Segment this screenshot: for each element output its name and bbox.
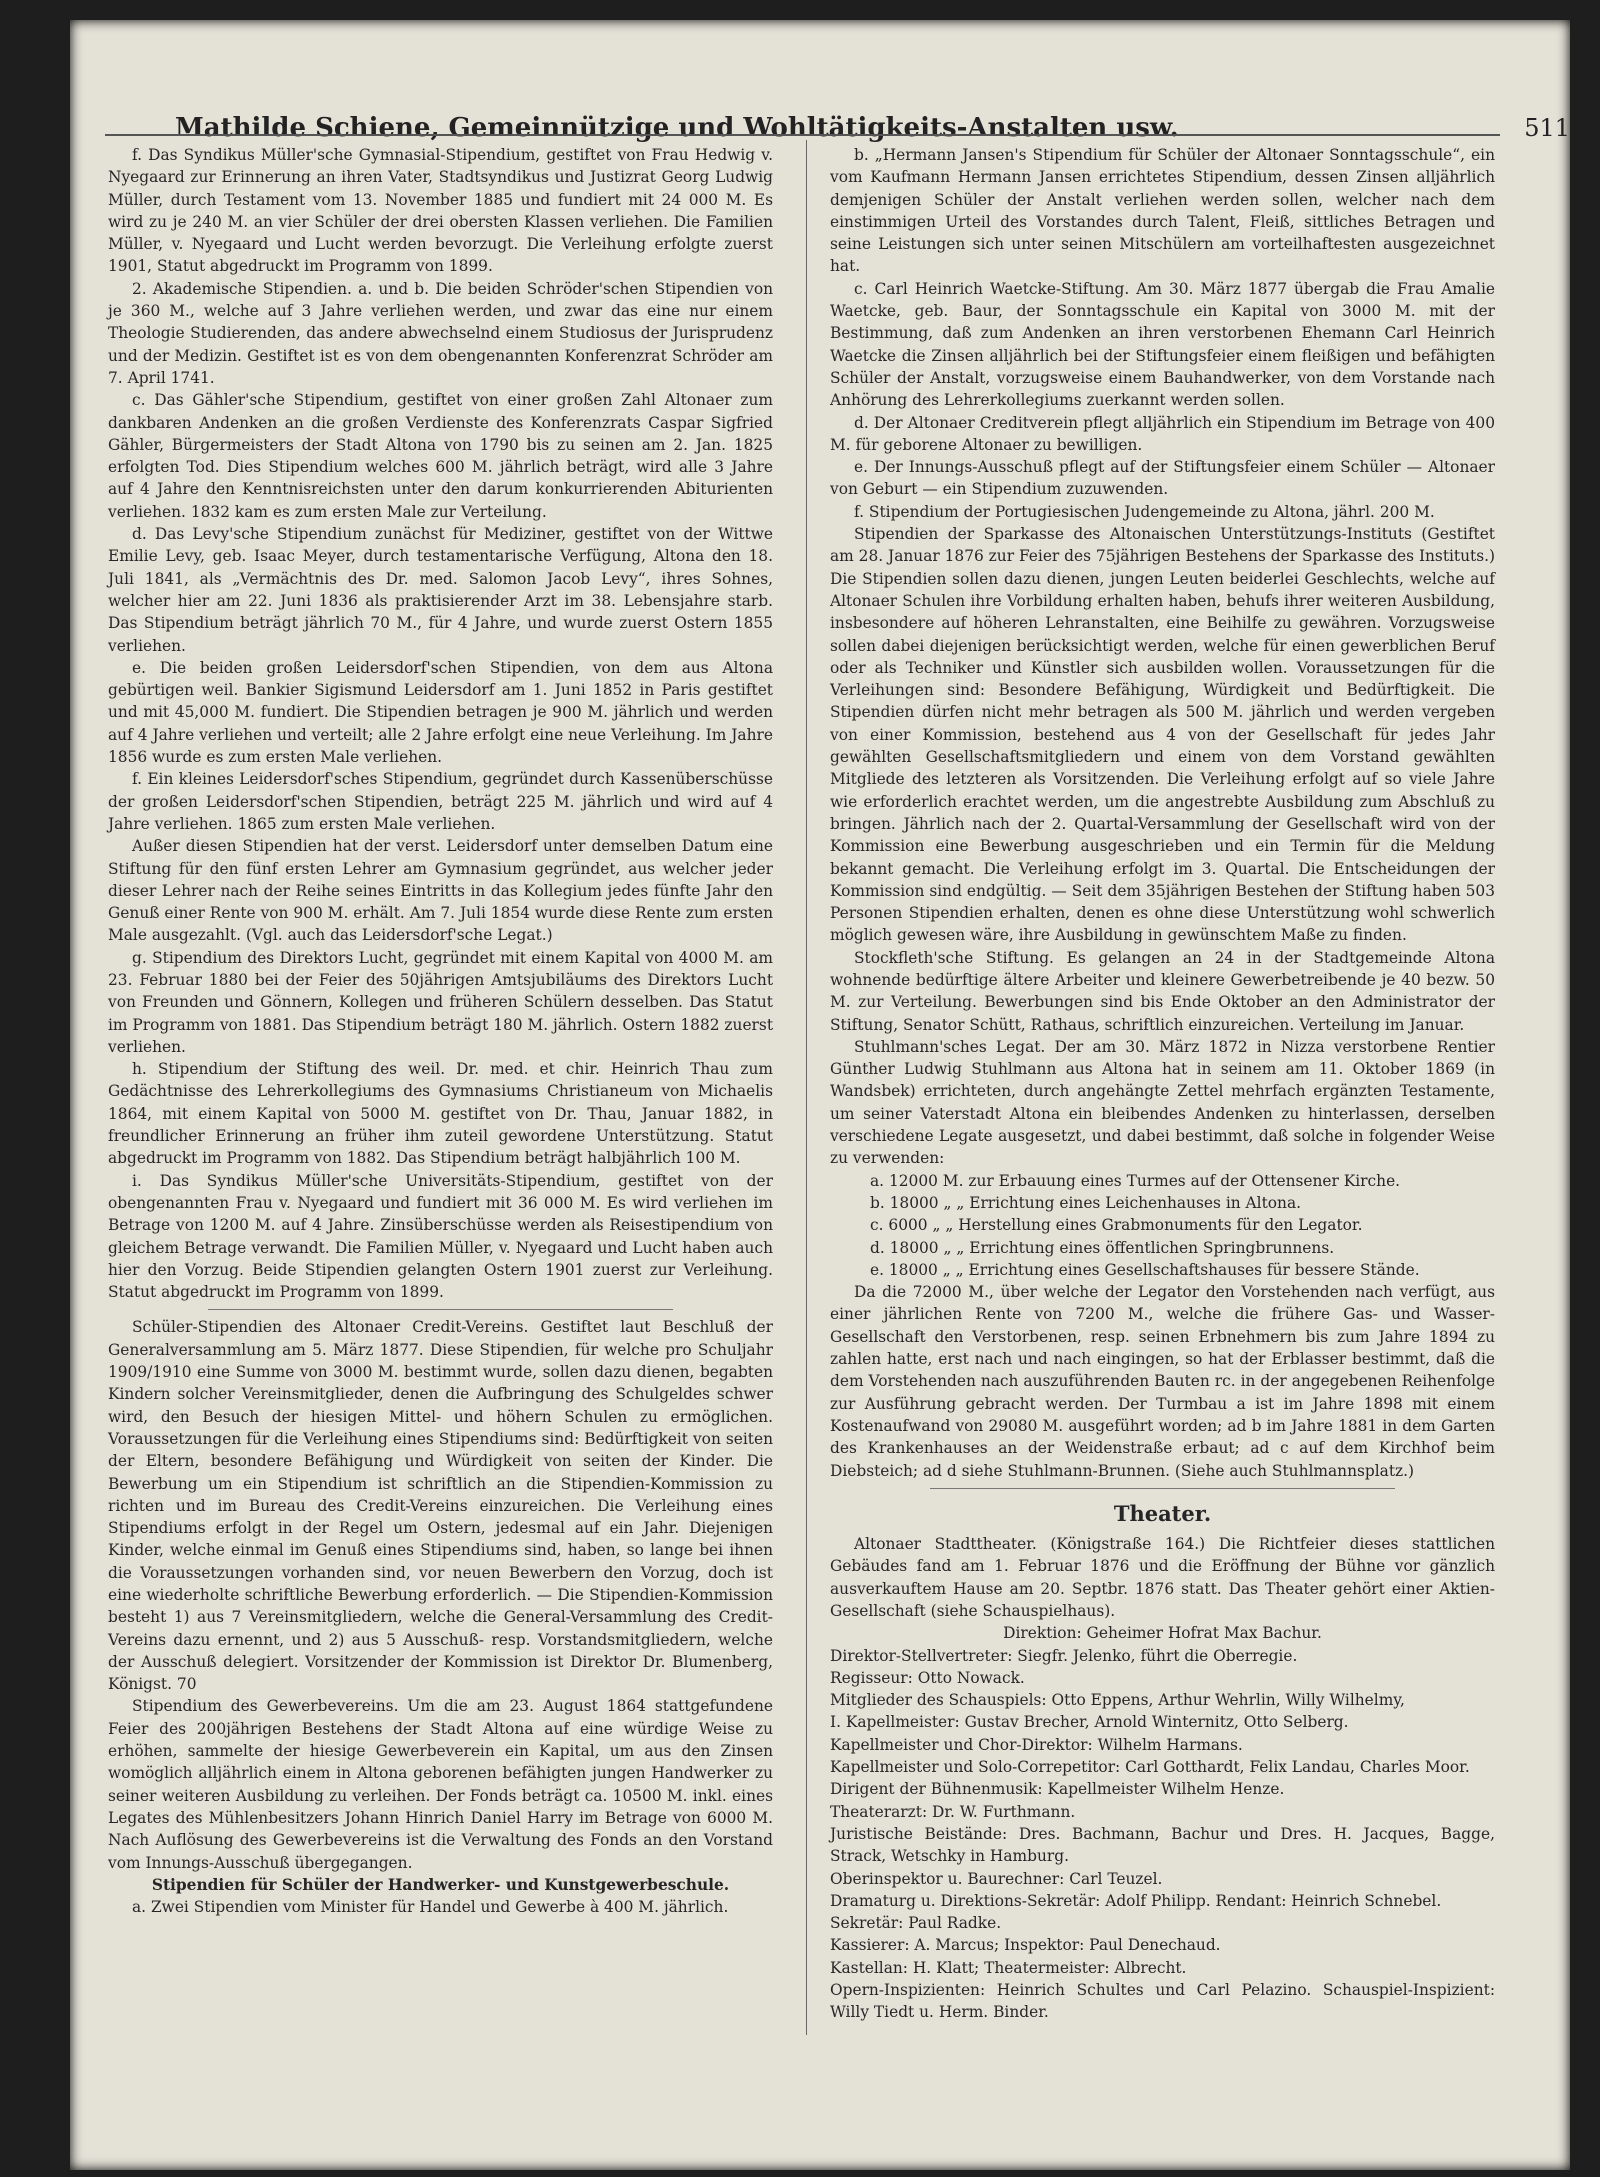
paragraph: d. Das Levy'sche Stipendium zunächst für Mediziner, gestiftet von der Wittwe Emilie Levy, geb. Isaac Meyer, durch testamentarische Verfügung, Altona den 18. Juli 1841, als „Vermächtnis des Dr. med. Salomon Jacob Levy“, ihres Sohnes, welcher hier am 22. Juni 1836 als praktisierender Arzt im 38. Lebensjahre starb. Das Stipendium beträgt jährlich 70 M., für 4 Jahre, und wurde zuerst Ostern 1855 verliehen. (108, 525, 773, 655)
right-column (830, 144, 1495, 2024)
staff-line: Sekretär: Paul Radke. (830, 1914, 1002, 1933)
staff-line: Opern-Inspizienten: Heinrich Schultes und Carl Pelazino. Schauspiel-Inspizient: Willy Tiedt u. Herm. Binder. (830, 1981, 1495, 2022)
paragraph: d. Der Altonaer Creditverein pflegt alljährlich ein Stipendium im Betrage von 400 M. für geborene Altonaer zu bewilligen. (830, 413, 1495, 454)
paragraph: g. Stipendium des Direktors Lucht, gegründet mit einem Kapital von 4000 M. am 23. Februar 1880 bei der Feier des 50jährigen Amtsjubiläums des Direktors Lucht von Freunden und Gönnern, Kollegen und früheren Schülern desselben. Das Statut im Programm von 1881. Das Stipendium beträgt 180 M. jährlich. Ostern 1882 zuerst verliehen. (108, 948, 773, 1056)
list-item: d. 18000 „ „ Errichtung eines öffentlichen Springbrunnens. (870, 1238, 1335, 1257)
paragraph: Altonaer Stadttheater. (Königstraße 164.) Die Richtfeier dieses stattlichen Gebäudes fand am 1. Februar 1876 und die Eröffnung der Bühne vor gänzlich ausverkauftem Hause am 20. Septbr. 1876 statt. Das Theater gehört einer Aktien-Gesellschaft (siehe Schauspielhaus). (830, 1535, 1495, 1620)
staff-line: Kapellmeister und Solo-Correpetitor: Carl Gotthardt, Felix Landau, Charles Moor. (830, 1758, 1470, 1777)
staff-line: Kapellmeister und Chor-Direktor: Wilhelm Harmans. (830, 1735, 1243, 1754)
paragraph: h. Stipendium der Stiftung des weil. Dr. med. et chir. Heinrich Thau zum Gedächtnisse des Lehrerkollegiums des Gymnasiums Christianeum von Michaelis 1864, mit einem Kapital von 5000 M. gestiftet von Dr. Thau, Januar 1882, in freundlicher Erinnerung an früher ihm zuteil gewordene Unterstützung. Statut abgedruckt im Programm von 1882. Das Stipendium beträgt halbjährlich 100 M. (108, 1060, 773, 1168)
paragraph: Außer diesen Stipendien hat der verst. Leidersdorf unter demselben Datum eine Stiftung für den fünf ersten Lehrer am Gymnasium gegründet, aus welcher jeder dieser Lehrer nach der Reihe seines Eintritts in das Kollegium jedes fünfte Jahr den Genuß einer Rente von 900 M. erhält. Am 7. Juli 1854 wurde diese Rente zum ersten Male ausgezahlt. (Vgl. auch das Leidersdorf'sche Legat.) (108, 837, 773, 945)
paragraph: Stipendium des Gewerbevereins. Um die am 23. August 1864 stattgefundene Feier des 200jährigen Bestehens der Stadt Altona auf eine würdige Weise zu erhöhen, sammelte der hiesige Gewerbeverein ein Kapital, um aus den Zinsen womöglich alljährlich einem in Altona geborenen befähigten jungen Handwerker zu seiner weiteren Ausbildung zu verleihen. Der Fonds beträgt ca. 10500 M. inkl. eines Legates des Mühlenbesitzers Johann Hinrich Daniel Harry im Betrage von 6000 M. Nach Auflösung des Gewerbevereins ist die Verwaltung des Fonds an den Vorstand vom Innungs-Ausschuß übergegangen. (108, 1697, 773, 1872)
paragraph: Stockfleth'sche Stiftung. Es gelangen an 24 in der Stadtgemeinde Altona wohnende bedürftige ältere Arbeiter und kleinere Gewerbetreibende je 40 bezw. 50 M. zur Verteilung. Bewerbungen sind bis Ende Oktober an den Administrator der Stiftung, Senator Schütt, Rathaus, schriftlich einzureichen. Verteilung im Januar. (830, 948, 1495, 1034)
running-header (175, 108, 1570, 148)
paragraph: e. Der Innungs-Ausschuß pflegt auf der Stiftungsfeier einem Schüler — Altonaer von Geburt — ein Stipendium zuzuwenden. (830, 458, 1495, 499)
paragraph: 2. Akademische Stipendien. a. und b. Die beiden Schröder'schen Stipendien von je 360 M., welche auf 3 Jahre verliehen werden, und zwar das eine nur einem Theologie Studierenden, das andere abwechselnd einem Studiosus der Jurisprudenz und der Medizin. Gestiftet ist es von dem obengenannten Konferenzrat Schröder am 7. April 1741. (108, 279, 773, 387)
staff-line: I. Kapellmeister: Gustav Brecher, Arnold Winternitz, Otto Selberg. (830, 1713, 1349, 1732)
section-title: Theater. (1113, 1500, 1212, 1526)
staff-line: Juristische Beistände: Dres. Bachmann, Bachur und Dres. H. Jacques, Bagge, Strack, Wetschky in Hamburg. (830, 1824, 1495, 1866)
paragraph: f. Stipendium der Portugiesischen Judengemeinde zu Altona, jährl. 200 M. (854, 502, 1435, 521)
staff-line: Theaterarzt: Dr. W. Furthmann. (830, 1802, 1076, 1821)
header-title: Mathilde Schiene, Gemeinnützige und Wohltätigkeits-Anstalten usw. (175, 113, 1179, 143)
left-column (108, 144, 773, 1918)
paragraph: Stipendien der Sparkasse des Altonaischen Unterstützungs-Instituts (Gestiftet am 28. Januar 1876 zur Feier des 75jährigen Bestehens der Sparkasse des Instituts.) Die Stipendien sollen dazu dienen, jungen Leuten beiderlei Geschlechts, welche auf Altonaer Schulen ihre Vorbildung erhalten haben, behufs ihrer weiteren Ausbildung, insbesondere auf höheren Lehranstalten, eine Beihilfe zu gewähren. Vorzugsweise sollen dabei diejenigen berücksichtigt werden, welche für einen gewerblichen Beruf oder als Techniker und Künstler sich ausbilden wollen. Voraussetzungen für die Verleihungen sind: Besondere Befähigung, Würdigkeit und Bedürftigkeit. Die Stipendien dürfen nicht mehr betragen als 500 M. jährlich und werden vergeben von einer Kommission, bestehend aus 4 von der Gesellschaft für jedes Jahr gewählten Gesellschaftsmitgliedern und einem von dem Vorstand gewählten Mitgliede des letzteren als Vorsitzenden. Die Verleihung erfolgt auf so viele Jahre wie erforderlich erachtet werden, um die angestrebte Ausbildung zum Abschluß zu bringen. Jährlich nach der 2. Quartal-Versammlung der Gesellschaft wird von der Kommission eine Bewerbung ausgeschrieben und ein Termin für die Meldung bekannt gemacht. Die Verleihung erfolgt im 3. Quartal. Die Entscheidungen der Kommission sind endgültig. — Seit dem 35jährigen Bestehen der Stiftung haben 503 Personen Stipendien erhalten, denen es ohne diese Unterstützung wohl schwerlich möglich gewesen wäre, ihre Ausbildung in gewünschtem Maße zu finden. (830, 525, 1496, 945)
paragraph: a. Zwei Stipendien vom Minister für Handel und Gewerbe à 400 M. jährlich. (132, 1898, 729, 1917)
staff-line: Kassierer: A. Marcus; Inspektor: Paul Denechaud. (830, 1936, 1221, 1955)
paragraph: i. Das Syndikus Müller'sche Universitäts-Stipendium, gestiftet von der obengenannten Frau v. Nyegaard und fundiert mit 36 000 M. Es wird verliehen im Betrage von 1200 M. auf 4 Jahre. Zinsüberschüsse werden als Reisestipendium von gleichem Betrage verwandt. Die Familien Müller, v. Nyegaard und Lucht haben auch hier den Vorzug. Beide Stipendien gelangten Ostern 1901 zuerst zur Verleihung. Statut abgedruckt im Programm von 1899. (108, 1171, 773, 1302)
column-divider (806, 140, 807, 2035)
direktion-line: Direktion: Geheimer Hofrat Max Bachur. (1003, 1624, 1322, 1643)
separator (930, 1488, 1396, 1489)
paragraph: b. „Hermann Jansen's Stipendium für Schüler der Altonaer Sonntagsschule“, ein vom Kaufmann Hermann Jansen errichtetes Stipendium, dessen Zinsen alljährlich demjenigen Schüler der Anstalt verliehen werden sollen, welcher nach dem einstimmigen Urteil des Vorstandes durch Talent, Fleiß, sittliches Betragen und seine Leistungen sich unter seinen Mitschülern am vorteilhaftesten ausgezeichnet hat. (830, 146, 1495, 276)
staff-line: Regisseur: Otto Nowack. (830, 1668, 1025, 1687)
paragraph: e. Die beiden großen Leidersdorf'schen Stipendien, von dem aus Altona gebürtigen weil. Bankier Sigismund Leidersdorf am 1. Juni 1852 in Paris gestiftet und mit 45,000 M. fundiert. Die Stipendien betragen je 900 M. jährlich und werden auf 4 Jahre verliehen und verteilt; alle 2 Jahre erfolgt eine neue Verleihung. Im Jahre 1856 wurde es zum ersten Male verliehen. (108, 658, 773, 767)
list-item: b. 18000 „ „ Errichtung eines Leichenhauses in Altona. (870, 1193, 1302, 1212)
staff-line: Mitglieder des Schauspiels: Otto Eppens, Arthur Wehrlin, Willy Wilhelmy, (830, 1691, 1405, 1710)
staff-line: Direktor-Stellvertreter: Siegfr. Jelenko, führt die Oberregie. (830, 1646, 1298, 1665)
legat-list (870, 1170, 1495, 1281)
staff-line: Dirigent der Bühnenmusik: Kapellmeister Wilhelm Henze. (830, 1780, 1285, 1799)
separator (208, 1309, 674, 1310)
paragraph: Da die 72000 M., über welche der Legator den Vorstehenden nach verfügt, aus einer jährlichen Rente von 7200 M., welche die frühere Gas- und Wasser-Gesellschaft den Verstorbenen, resp. seinen Erbnehmern bis zum Jahre 1894 zu zahlen hatte, erst nach und nach eingingen, so hat der Erblasser bestimmt, daß die dem Vorstehenden nach auszuführenden Bauten rc. in der angegebenen Reihenfolge zur Ausführung gebracht werden. Der Turmbau a ist im Jahre 1898 mit einem Kostenaufwand von 29080 M. ausgeführt worden; ad b im Jahre 1881 in dem Garten des Krankenhauses an der Weidenstraße erbaut; ad c auf dem Kirchhof beim Diebsteich; ad d siehe Stuhlmann-Brunnen. (Siehe auch Stuhlmannsplatz.) (830, 1283, 1495, 1480)
paragraph: c. Das Gähler'sche Stipendium, gestiftet von einer großen Zahl Altonaer zum dankbaren Andenken an die großen Verdienste des Konferenzrats Caspar Sigfried Gähler, Bürgermeisters der Stadt Altona von 1790 bis zu seinen am 2. Jan. 1825 erfolgten Tod. Dies Stipendium welches 600 M. jährlich beträgt, wird alle 3 Jahre auf 4 Jahre den Kenntnisreichsten unter den darum konkurrierenden Abiturienten verliehen. 1832 kam es zum ersten Male zur Verteilung. (108, 391, 773, 521)
paragraph: Stuhlmann'sches Legat. Der am 30. März 1872 in Nizza verstorbene Rentier Günther Ludwig Stuhlmann aus Altona hat in seinem am 11. Oktober 1869 (in Wandsbek) errichteten, durch angehängte Zettel mehrfach ergänzten Testamente, um seiner Vaterstadt Altona ein bleibendes Andenken zu hinterlassen, derselben verschiedene Legate ausgesetzt, und dabei bestimmt, daß solche in folgender Weise zu verwenden: (830, 1037, 1495, 1168)
subheading: Stipendien für Schüler der Handwerker- und Kunstgewerbeschule. (151, 1875, 730, 1894)
list-item: e. 18000 „ „ Errichtung eines Gesellschaftshauses für bessere Stände. (870, 1260, 1420, 1279)
staff-line: Oberinspektor u. Baurechner: Carl Teuzel. (830, 1869, 1163, 1888)
header-rule (105, 134, 1500, 136)
list-item: a. 12000 M. zur Erbauung eines Turmes auf der Ottensener Kirche. (870, 1171, 1401, 1190)
paragraph: c. Carl Heinrich Waetcke-Stiftung. Am 30. März 1877 übergab die Frau Amalie Waetcke, geb. Baur, der Sonntagsschule ein Kapital von 3000 M. mit der Bestimmung, daß zum Andenken an ihren verstorbenen Ehemann Carl Heinrich Waetcke die Zinsen alljährlich bei der Stiftungsfeier einem fleißigen und befähigten Schüler der Anstalt, vorzugsweise einem Bauhandwerker, von dem Vorstande nach Anhörung des Lehrerkollegiums zuerkannt werden sollen. (830, 279, 1495, 410)
page-number: 511 (1524, 114, 1570, 142)
staff-line: Dramaturg u. Direktions-Sekretär: Adolf Philipp. Rendant: Heinrich Schnebel. (830, 1891, 1442, 1910)
paragraph: f. Das Syndikus Müller'sche Gymnasial-Stipendium, gestiftet von Frau Hedwig v. Nyegaard zur Erinnerung an ihren Vater, Stadtsyndikus und Justizrat Georg Ludwig Müller, durch Testament vom 13. November 1885 und fundiert mit 24 000 M. Es wird zu je 240 M. an vier Schüler der drei obersten Klassen verliehen. Die Familien Müller, v. Nyegaard und Lucht werden bevorzugt. Die Verleihung erfolgte zuerst 1901, Statut abgedruckt im Programm von 1899. (108, 146, 773, 276)
paragraph: f. Ein kleines Leidersdorf'sches Stipendium, gegründet durch Kassenüberschüsse der großen Leidersdorf'schen Stipendien, beträgt 225 M. jährlich und wird auf 4 Jahre verliehen. 1865 zum ersten Male verliehen. (108, 770, 773, 833)
staff-line: Kastellan: H. Klatt; Theatermeister: Albrecht. (830, 1958, 1187, 1977)
paragraph: Schüler-Stipendien des Altonaer Credit-Vereins. Gestiftet laut Beschluß der Generalversammlung am 5. März 1877. Diese Stipendien, für welche pro Schuljahr 1909/1910 eine Summe von 3000 M. bestimmt wurde, sollen dazu dienen, begabten Kindern solcher Vereinsmitglieder, denen die Aufbringung des Schulgeldes schwer wird, den Besuch der hiesigen Mittel- und höhern Schulen zu ermöglichen. Voraussetzungen für die Verleihung eines Stipendiums sind: Bedürftigkeit von seiten der Eltern, besondere Befähigung und Würdigkeit von seiten der Kinder. Die Bewerbung um ein Stipendium ist schriftlich an die Stipendien-Kommission zu richten und im Bureau des Credit-Vereins einzureichen. Die Verleihung eines Stipendiums erfolgt in der Regel um Ostern, jedesmal auf ein Jahr. Diejenigen Kinder, welche einmal im Genuß eines Stipendiums sind, haben, so lange bei ihnen die Voraussetzungen vorhanden sind, vor neuen Bewerbern den Vorzug, doch ist eine wiederholte schriftliche Bewerbung erforderlich. — Die Stipendien-Kommission besteht 1) aus 7 Vereinsmitgliedern, welche die General-Versammlung des Credit-Vereins dazu ernennt, und 2) aus 5 Ausschuß- resp. Vorstandsmitgliedern, welche der Ausschuß delegiert. Vorsitzender der Kommission ist Direktor Dr. Blumenberg, Königst. 70 (108, 1318, 773, 1694)
list-item: c. 6000 „ „ Herstellung eines Grabmonuments für den Legator. (870, 1216, 1363, 1235)
